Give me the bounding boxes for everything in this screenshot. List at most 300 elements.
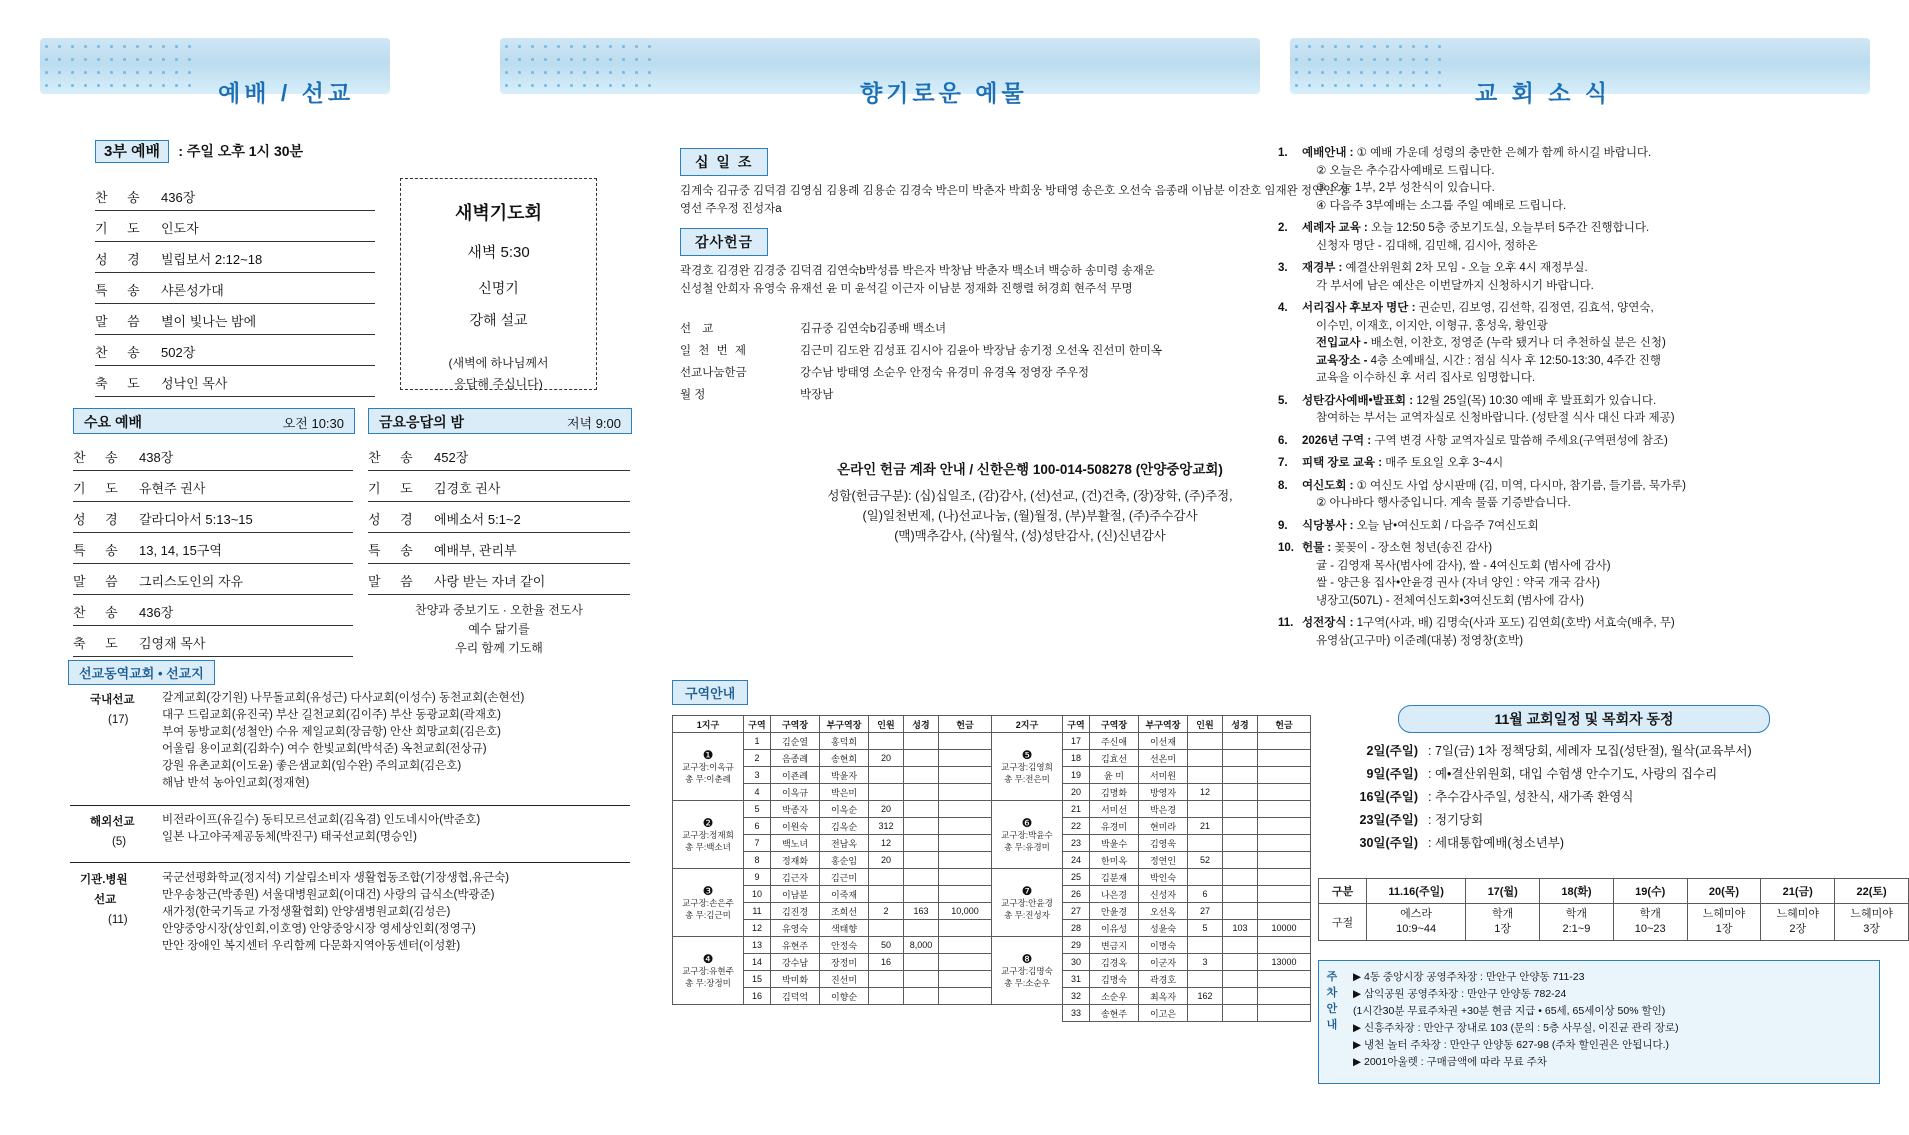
news-item-body [1302, 540, 1883, 610]
schedule-date: 2일(주일) [1366, 744, 1418, 758]
table-cell: 20 [869, 801, 904, 818]
table-cell: 13000 [1258, 954, 1311, 971]
table-cell [869, 733, 904, 750]
table-cell: 신성자 [1139, 886, 1188, 903]
table-cell: 안윤경 [1090, 903, 1139, 920]
district-group-cell: ❻ 교구장:박윤수 총 무:유경미 [992, 801, 1063, 869]
table-cell: 홍순임 [820, 852, 869, 869]
thanks-names: 곽경호 김경완 김경중 김덕겸 김연숙b박성름 박은자 박창남 박춘자 백소녀 백승하 송미령 송재운 신성철 안희자 유영숙 유재선 윤 미 윤석길 이근자 이남분 정재화 진행렬 허경희 현주석 무명 [680, 265, 1155, 295]
table-cell: 16 [744, 988, 771, 1005]
table-cell: 이유성 [1090, 920, 1139, 937]
news-item-number: 6. [1278, 434, 1288, 447]
news-item-number: 9. [1278, 519, 1288, 532]
table-cell: 송현희 [820, 750, 869, 767]
news-item-title-line: 세례자 교육 : 오늘 12:50 5층 중보기도실, 오늘부터 5주간 진행합니다. [1302, 222, 1650, 234]
table-cell: 소순우 [1090, 988, 1139, 1005]
parking-line: ▶ 2001아울렛 : 구매금액에 따라 무료 주차 [1353, 1056, 1547, 1068]
schedule-date: 16일(주일) [1359, 790, 1418, 804]
table-cell: 이옥순 [820, 801, 869, 818]
news-item-body [1302, 518, 1883, 536]
bible-header-cell: 20(목) [1687, 879, 1761, 904]
table-cell: 26 [1063, 886, 1090, 903]
table-cell: 5 [744, 801, 771, 818]
friday-table [368, 440, 630, 658]
mission-section-label: 선교동역교회 • 선교지 [68, 660, 215, 685]
district-group-cell: ❼ 교구장:안윤경 총 무:진성자 [992, 869, 1063, 937]
table-cell [1223, 784, 1258, 801]
mission-institution: 기관.병원 선교 (11) 국군선평화학교(정지석) 기살림소비자 생활협동조합(기장생협,유근숙) 만우송창근(박종원) 서울대병원교회(이대건) 사랑의 급식소(박광준) 새가정(한국기독교 가정생활협회) 안양샘병원교회(김성은) 안양중앙시장(상인회,이호영) 안양중앙시장 영세상인회(정영구) 만안 장애인 복지센터 우리함께 다문화지역아동센터(이성환) [80, 872, 510, 952]
friday-title: 금요응답의 밤 [379, 414, 465, 430]
table-cell: 김경옥 [1090, 954, 1139, 971]
table-cell [1223, 750, 1258, 767]
table-cell: 최옥자 [1139, 988, 1188, 1005]
mission-overseas: 해외선교 (5) 비전라이프(유길수) 동티모르선교회(김옥겸) 인도네시아(박준호) 일본 나고야국제공동체(박진구) 태국선교회(명승인) [70, 812, 630, 846]
news-item [1278, 518, 1883, 536]
news-item-number: 10. [1278, 542, 1294, 554]
thanks-sub-row: 선교나눔한금 강수남 방태영 소순우 안정숙 유경미 유경옥 정영장 주우정 [680, 367, 1089, 379]
table-cell: 백노녀 [771, 835, 820, 852]
news-item-title-line: 2026년 구역 : 구역 변경 사항 교역자실로 말씀해 주세요(구역편성에 참조) [1302, 434, 1668, 447]
table-cell: 박인숙 [1139, 869, 1188, 886]
news-item-body [1302, 260, 1883, 295]
table-cell [1258, 852, 1311, 869]
table-cell: 박은경 [1139, 801, 1188, 818]
table-cell: 6 [744, 818, 771, 835]
table-cell: 6 [1188, 886, 1223, 903]
bible-cell: 학개 10~23 [1613, 904, 1687, 941]
table-cell [904, 835, 939, 852]
thanks-sub-row: 월 정 박장남 [680, 389, 834, 401]
news-item [1278, 220, 1883, 255]
table-cell: 이선재 [1139, 733, 1188, 750]
table-cell [1188, 869, 1223, 886]
parking-list [1353, 969, 1873, 1071]
bible-row-label: 구절 [1319, 904, 1367, 941]
parking-line: ▶ 4동 중앙시장 공영주차장 : 만안구 안양동 711-23 [1353, 971, 1585, 983]
news-item-line: ③ 오늘 1부, 2부 성찬식이 있습니다. [1316, 182, 1495, 194]
table-cell [1223, 767, 1258, 784]
table-cell: 음종례 [771, 750, 820, 767]
schedule-detail: : 정기당회 [1428, 813, 1484, 827]
table-cell [1188, 937, 1223, 954]
table-cell: 이명숙 [1139, 937, 1188, 954]
worship3-row: 성 경 빌립보서 2:12~18 [95, 242, 375, 273]
table-cell: 안정숙 [820, 937, 869, 954]
schedule-row [1318, 832, 1878, 855]
parking-side-label: 주 차 안 내 [1326, 971, 1338, 1031]
schedule-date: 9일(주일) [1366, 767, 1418, 781]
worship3-row: 특 송 샤론성가대 [95, 273, 375, 304]
news-item-body [1302, 478, 1883, 513]
news-item-line: ② 오늘은 추수감사예배로 드립니다. [1316, 164, 1495, 177]
table-cell [1188, 767, 1223, 784]
bible-cell: 느헤미야 2장 [1761, 904, 1835, 941]
table-cell: 유경미 [1090, 818, 1139, 835]
bible-cell: 느헤미야 1장 [1687, 904, 1761, 941]
table-cell: 김명숙 [1090, 971, 1139, 988]
parking-line: ▶ 냉천 놀터 주차장 : 만안구 안양동 627-98 (주차 할인권은 안됩니다.) [1353, 1039, 1670, 1051]
table-cell: 19 [1063, 767, 1090, 784]
table-cell [1258, 971, 1311, 988]
table-cell: 3 [1188, 954, 1223, 971]
bible-cell: 느헤미야 3장 [1835, 904, 1909, 941]
table-cell [1223, 801, 1258, 818]
table-cell: 31 [1063, 971, 1090, 988]
bible-body-row [1319, 904, 1909, 941]
table-cell [904, 920, 939, 937]
table-cell: 한미옥 [1090, 852, 1139, 869]
table-cell [904, 733, 939, 750]
table-cell: 163 [904, 903, 939, 920]
table-cell: 52 [1188, 852, 1223, 869]
table-cell: 5 [1188, 920, 1223, 937]
table-cell: 103 [1223, 920, 1258, 937]
news-item-title-line: 예배안내 : ① 예배 가운데 성령의 충만한 은혜가 함께 하시길 바랍니다. [1302, 147, 1652, 159]
schedule-detail: : 예•결산위원회, 대입 수험생 안수기도, 사랑의 집수리 [1428, 767, 1718, 781]
table-cell [1188, 835, 1223, 852]
dawn-title: 새벽기도회 [455, 203, 542, 223]
table-cell [1188, 750, 1223, 767]
news-item-body [1302, 300, 1883, 388]
wednesday-row: 특 송 13, 14, 15구역 [73, 533, 353, 564]
news-item-number: 2. [1278, 222, 1288, 234]
table-cell: 김옥순 [820, 818, 869, 835]
news-item-body [1302, 615, 1883, 650]
mission-domestic-label: 국내선교 [90, 694, 135, 706]
table-cell: 정연인 [1139, 852, 1188, 869]
table-cell: 4 [744, 784, 771, 801]
news-item-line: ② 아나바다 행사중입니다. 계속 물품 기증받습니다. [1316, 497, 1571, 509]
news-item-line: 이수민, 이재호, 이지안, 이형규, 홍성욱, 황인광 [1316, 319, 1548, 332]
table-cell: 서미원 [1139, 767, 1188, 784]
friday-footer: 찬양과 중보기도 · 오한율 전도사 예수 닮기를 우리 함께 기도해 [414, 603, 584, 655]
wednesday-row: 찬 송 436장 [73, 595, 353, 626]
table-row [673, 869, 1311, 886]
table-cell: 312 [869, 818, 904, 835]
worship3-title: 3부 예배 [95, 140, 169, 163]
district-group-cell: ❹ 교구장:유현주 총 무:장정미 [673, 937, 744, 1005]
table-cell [904, 767, 939, 784]
bible-header-cell: 17(월) [1466, 879, 1540, 904]
table-cell: 20 [869, 852, 904, 869]
table-cell [939, 767, 992, 784]
news-item-body [1302, 455, 1883, 473]
bible-header-cell: 22(토) [1835, 879, 1909, 904]
schedule-list [1318, 740, 1878, 855]
news-item-line: 각 부서에 남은 예산은 이번달까지 신청하시기 바랍니다. [1316, 279, 1594, 292]
news-item-line: 신청자 명단 - 김대해, 김민해, 김시아, 정하온 [1316, 239, 1538, 252]
schedule-title-pill [1398, 705, 1770, 733]
parking-box [1318, 960, 1880, 1084]
news-item-title-line: 서리집사 후보자 명단 : 권순민, 김보영, 김선학, 김정연, 김효석, 양연숙, [1302, 302, 1654, 314]
table-cell: 이원숙 [771, 818, 820, 835]
wednesday-row: 말 씀 그리스도인의 자유 [73, 564, 353, 595]
friday-row: 말 씀 사랑 받는 자녀 같이 [368, 564, 630, 595]
district-group-cell: ❺ 교구장:김영희 총 무:전은미 [992, 733, 1063, 801]
bible-header-cell: 구분 [1319, 879, 1367, 904]
table-cell [939, 937, 992, 954]
table-cell: 24 [1063, 852, 1090, 869]
banner-right-dots [1290, 40, 1450, 92]
table-cell: 30 [1063, 954, 1090, 971]
wednesday-row: 축 도 김영재 목사 [73, 626, 353, 657]
parking-line: ▶ 삼익공원 공영주차장 : 만안구 안양동 782-24 [1353, 988, 1567, 1000]
district-group-cell: ❶ 교구장:이옥규 총 무:이춘례 [673, 733, 744, 801]
table-cell: 진선미 [820, 971, 869, 988]
table-cell: 전남옥 [820, 835, 869, 852]
tithe-names: 김계숙 김규중 김덕겸 김영심 김용례 김용순 김경숙 박은미 박춘자 박희웅 방태영 송은호 오선숙 음종래 이남분 이잔호 임재완 정연인 정영선 주우정 진성자a [680, 185, 1349, 215]
news-item [1278, 433, 1883, 451]
table-cell [869, 869, 904, 886]
districts-label: 구역안내 [672, 680, 748, 705]
districts-header-row: 1지구 구역 구역장 부구역장 인원 성경 헌금 2지구 구역 구역장 부구역장 인원 성경 헌금 [673, 716, 1311, 733]
table-cell [869, 886, 904, 903]
table-cell: 이고은 [1139, 1005, 1188, 1022]
wednesday-title: 수요 예배 [84, 414, 142, 430]
news-item-body [1302, 393, 1883, 428]
bible-cell: 학개 1장 [1466, 904, 1540, 941]
news-item-extra: 교육을 이수하신 후 서리 집사로 임명합니다. [1316, 372, 1536, 384]
table-cell [939, 869, 992, 886]
table-cell: 1 [744, 733, 771, 750]
news-item-body [1302, 220, 1883, 255]
table-cell [1188, 1005, 1223, 1022]
table-cell [939, 971, 992, 988]
table-cell: 12 [744, 920, 771, 937]
table-cell [1188, 971, 1223, 988]
table-cell: 성윤숙 [1139, 920, 1188, 937]
dawn-note1: (새벽에 하나님께서 [448, 356, 549, 370]
table-cell: 강수남 [771, 954, 820, 971]
table-cell: 25 [1063, 869, 1090, 886]
table-cell [1223, 733, 1258, 750]
table-cell: 14 [744, 954, 771, 971]
table-cell: 13 [744, 937, 771, 954]
banner-left-title: 예배 / 선교 [218, 80, 355, 106]
parking-line: (1시간30분 무료주차권 +30분 현금 지급 • 65세, 65세이상 50% 할인) [1353, 1005, 1666, 1017]
banner-right-title: 교 회 소 식 [1475, 80, 1612, 106]
bible-cell: 학개 2:1~9 [1540, 904, 1614, 941]
news-item-line: ④ 다음주 3부예배는 소그룹 주일 예배로 드립니다. [1316, 199, 1567, 212]
table-cell [1258, 818, 1311, 835]
district-group-cell: ❷ 교구장:정재희 총 무:백소녀 [673, 801, 744, 869]
table-cell [939, 988, 992, 1005]
friday-row: 기 도 김경호 권사 [368, 471, 630, 502]
banner-center-title: 향기로운 예물 [860, 80, 1028, 106]
account-info: 온라인 헌금 계좌 안내 / 신한은행 100-014-508278 (안양중앙교회) 성함(헌금구분): (십)십일조, (감)감사, (선)선교, (건)건축, (장)장학, (주)주정, (일)일천번제, (나)선교나눔, (월)월정, (부)부활절, (주)주수감사 (맥)맥추감사, (삭)월삭, (성)성탄감사, (신)신년감사 [827, 462, 1233, 543]
thanks-subrows [680, 318, 1380, 406]
table-cell: 27 [1063, 903, 1090, 920]
table-cell [904, 971, 939, 988]
table-cell: 유영숙 [771, 920, 820, 937]
table-cell [939, 784, 992, 801]
table-cell: 김명화 [1090, 784, 1139, 801]
table-cell: 박미화 [771, 971, 820, 988]
wednesday-table [73, 440, 353, 657]
table-cell [1258, 903, 1311, 920]
table-cell [1258, 835, 1311, 852]
table-cell [904, 818, 939, 835]
table-cell: 주신애 [1090, 733, 1139, 750]
parking-line: ▶ 신흥주차장 : 만안구 장내로 103 (문의 : 5층 사무실, 이진균 관리 장로) [1353, 1022, 1679, 1034]
news-item-line: 유영삼(고구마) 이준례(대봉) 정영창(호박) [1316, 634, 1524, 647]
table-cell: 이죽재 [820, 886, 869, 903]
banner-left-dots [40, 40, 200, 92]
table-cell: 29 [1063, 937, 1090, 954]
banner-center-dots [500, 40, 660, 92]
news-item [1278, 615, 1883, 650]
table-cell [904, 869, 939, 886]
table-cell [904, 852, 939, 869]
table-cell: 20 [1063, 784, 1090, 801]
table-cell [939, 920, 992, 937]
news-item-number: 4. [1278, 302, 1288, 314]
table-cell [939, 801, 992, 818]
table-cell [939, 886, 992, 903]
friday-row: 성 경 에베소서 5:1~2 [368, 502, 630, 533]
table-cell [869, 784, 904, 801]
table-cell: 송현주 [1090, 1005, 1139, 1022]
bible-reading-table-wrap [1318, 878, 1909, 941]
bible-reading-table [1318, 878, 1909, 941]
worship3-row: 축 도 성낙인 목사 [95, 366, 375, 397]
table-cell [939, 818, 992, 835]
news-item [1278, 300, 1883, 388]
schedule-row [1318, 786, 1878, 809]
table-cell [904, 954, 939, 971]
dawn-time: 새벽 5:30 [467, 244, 530, 261]
table-cell [1258, 886, 1311, 903]
table-cell: 현미라 [1139, 818, 1188, 835]
table-cell [1223, 903, 1258, 920]
tithe-label: 십 일 조 [680, 148, 768, 176]
table-row [673, 937, 1311, 954]
table-cell: 홍덕희 [820, 733, 869, 750]
table-cell: 162 [1188, 988, 1223, 1005]
church-news-list [1278, 145, 1883, 655]
table-cell: 50 [869, 937, 904, 954]
news-item-title-line: 식당봉사 : 오늘 남•여신도회 / 다음주 7여신도회 [1302, 519, 1539, 532]
table-cell: 17 [1063, 733, 1090, 750]
worship3-subtitle: : 주일 오후 1시 30분 [178, 143, 304, 159]
thanks-label: 감사헌금 [680, 228, 768, 256]
friday-row: 특 송 예배부, 관리부 [368, 533, 630, 564]
table-cell: 11 [744, 903, 771, 920]
table-cell [1188, 801, 1223, 818]
table-cell [1258, 1005, 1311, 1022]
dawn-note2: 응답해 주십니다) [454, 377, 543, 391]
news-item [1278, 540, 1883, 610]
table-cell [1258, 801, 1311, 818]
table-cell: 이옥규 [771, 784, 820, 801]
district-group-cell: ❽ 교구장:김명숙 총 무:소순우 [992, 937, 1063, 1005]
news-item-body [1302, 145, 1883, 215]
mission-overseas-count: (5) [112, 836, 127, 848]
table-cell: 방영자 [1139, 784, 1188, 801]
table-cell: 33 [1063, 1005, 1090, 1022]
table-cell: 박은미 [820, 784, 869, 801]
table-cell: 나은경 [1090, 886, 1139, 903]
table-cell [1258, 733, 1311, 750]
table-cell: 이남분 [771, 886, 820, 903]
table-cell: 정재화 [771, 852, 820, 869]
table-cell: 장정미 [820, 954, 869, 971]
bible-header-cell: 11.16(주일) [1366, 879, 1465, 904]
table-cell: 21 [1188, 818, 1223, 835]
news-item-line: 귤 - 김영재 목사(범사에 감사), 쌀 - 4여신도회 (범사에 감사) [1316, 559, 1611, 572]
table-cell [869, 971, 904, 988]
table-cell: 27 [1188, 903, 1223, 920]
table-cell [1188, 733, 1223, 750]
table-row [673, 801, 1311, 818]
news-item [1278, 260, 1883, 295]
bible-header-cell: 18(화) [1540, 879, 1614, 904]
table-cell: 이군자 [1139, 954, 1188, 971]
table-cell: 28 [1063, 920, 1090, 937]
table-cell: 김근자 [771, 869, 820, 886]
worship3-row: 말 씀 별이 빛나는 밤에 [95, 304, 375, 335]
friday-row: 찬 송 452장 [368, 440, 630, 471]
schedule-date: 23일(주일) [1359, 813, 1418, 827]
table-cell: 유현주 [771, 937, 820, 954]
schedule-title: 11월 교회일정 및 목회자 동정 [1494, 711, 1674, 727]
table-cell [1223, 869, 1258, 886]
table-cell [1258, 988, 1311, 1005]
news-item-title-line: 재경부 : 예결산위원회 2차 모임 - 오늘 오후 4시 재정부실. [1302, 262, 1588, 274]
table-cell [904, 784, 939, 801]
schedule-detail: : 7일(금) 1차 정책당회, 세례자 모집(성탄절), 월삭(교육부서) [1428, 744, 1752, 758]
table-cell [1223, 971, 1258, 988]
table-cell [939, 750, 992, 767]
schedule-row [1318, 740, 1878, 763]
table-cell [869, 920, 904, 937]
bible-header-row [1319, 879, 1909, 904]
news-item-number: 1. [1278, 147, 1288, 159]
table-cell: 10,000 [939, 903, 992, 920]
table-cell [939, 852, 992, 869]
table-cell [869, 767, 904, 784]
table-cell: 김영욱 [1139, 835, 1188, 852]
table-cell: 2 [744, 750, 771, 767]
table-cell [939, 835, 992, 852]
news-item-extra: 교육장소 - 4층 소예배실, 시간 : 점심 식사 후 12:50-13:30, 4주간 진행 [1316, 354, 1661, 367]
thanks-sub-row: 일 천 번 제 김근미 김도완 김성표 김시아 김윤아 박장남 송기정 오선옥 진선미 한미옥 [680, 345, 1163, 357]
table-cell [939, 954, 992, 971]
table-cell: 이죤례 [771, 767, 820, 784]
table-cell: 김순열 [771, 733, 820, 750]
table-cell: 김근미 [820, 869, 869, 886]
table-cell: 12 [1188, 784, 1223, 801]
table-cell: 박윤자 [820, 767, 869, 784]
table-cell: 22 [1063, 818, 1090, 835]
table-cell [1258, 869, 1311, 886]
table-cell [904, 886, 939, 903]
news-item-title-line: 성탄감사예배•발표회 : 12월 25일(목) 10:30 예배 후 발표회가 있습니다. [1302, 394, 1657, 407]
wednesday-time: 오전 10:30 [282, 416, 344, 431]
table-cell: 15 [744, 971, 771, 988]
friday-time: 저녁 9:00 [566, 416, 621, 431]
dawn-type: 강해 설교 [469, 312, 528, 328]
news-item [1278, 478, 1883, 513]
news-item [1278, 145, 1883, 215]
friday-header [368, 408, 632, 434]
thanks-sub-row: 선 교 김규중 김연숙b김종배 백소녀 [680, 323, 947, 335]
table-cell: 21 [1063, 801, 1090, 818]
table-cell [1223, 818, 1258, 835]
table-cell [904, 801, 939, 818]
dawn-prayer-box [400, 178, 597, 390]
mission-domestic: 국내선교 (17) 갈계교회(강기원) 나무돌교회(유성근) 다사교회(이성수) 동천교회(손현선) 대구 드림교회(유진국) 부산 길천교회(김이주) 부산 동광교회(곽재호) 부여 동방교회(성철안) 수유 제일교회(장금항) 안산 희망교회(김은호) 어울림 용이교회(김화수) 여수 한빛교회(박석준) 옥천교회(전상규) 강원 유촌교회(이도윤) 좋은샘교회(임수완) 주의교회(김은호) 해남 반석 농아인교회(정재현) [90, 692, 525, 789]
